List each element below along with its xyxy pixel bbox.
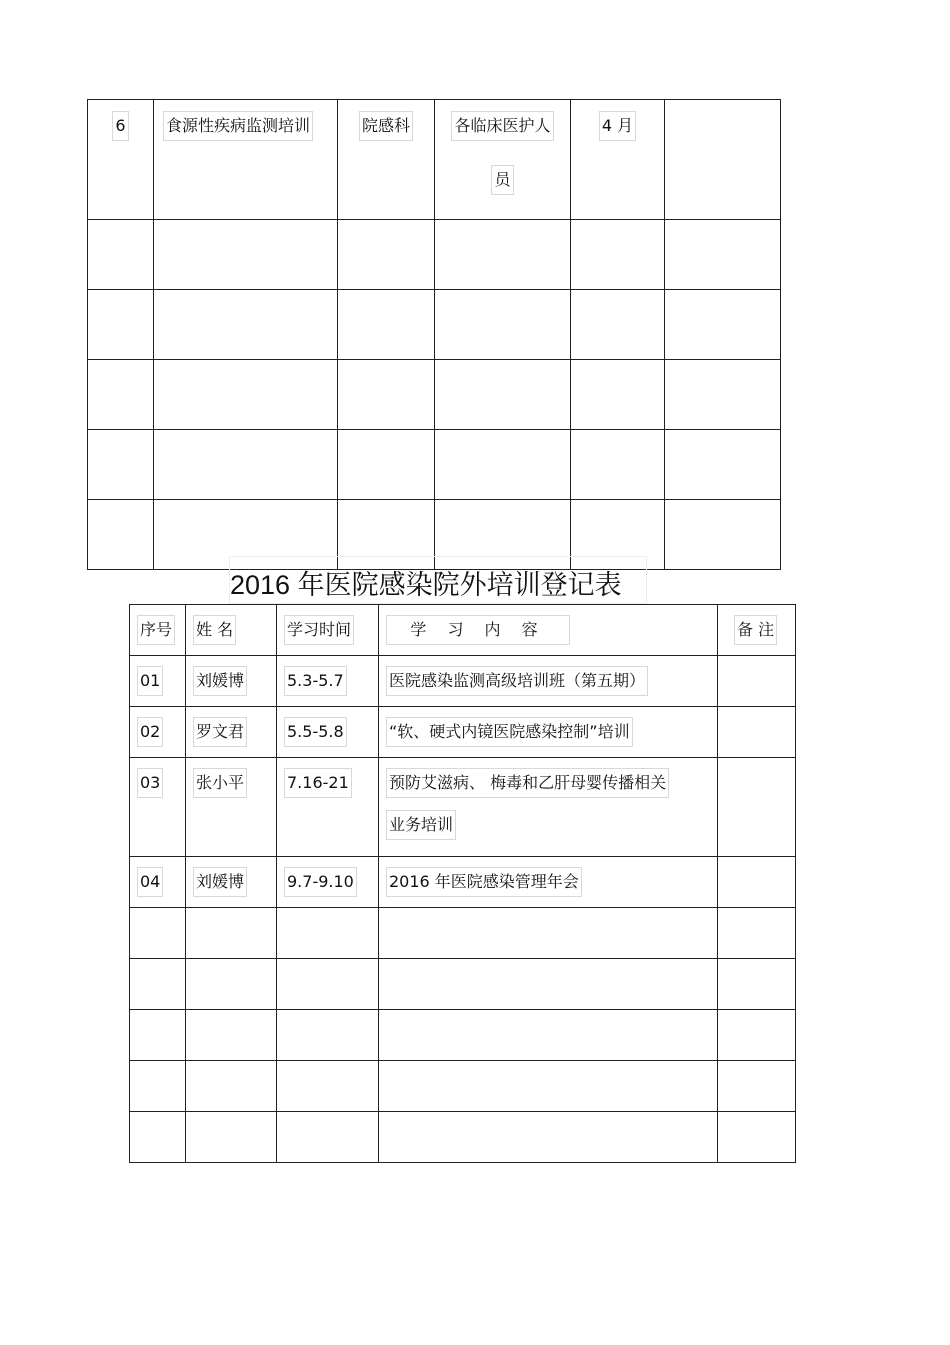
- header-content: 学 习 内 容: [379, 605, 718, 656]
- header-remark: 备 注: [718, 605, 796, 656]
- header-name: 姓 名: [186, 605, 277, 656]
- header-time: 学习时间: [277, 605, 379, 656]
- table-row: [88, 290, 781, 360]
- table-header-row: [130, 605, 796, 656]
- table-row: 02 罗文君 5.5-5.8 “软、硬式内镜医院感染控制”培训: [130, 707, 796, 758]
- header-no: 序号: [130, 605, 186, 656]
- cell-audience: 各临床医护人 员: [435, 100, 571, 220]
- table-row: [88, 360, 781, 430]
- table-row: 01 刘媛博 5.3-5.7 医院感染监测高级培训班（第五期）: [130, 656, 796, 707]
- cell-course: 食源性疾病监测培训: [154, 100, 338, 220]
- table-row: [130, 1061, 796, 1112]
- table-row: [88, 220, 781, 290]
- table-row: [130, 908, 796, 959]
- table-row: [130, 1112, 796, 1163]
- cell-remark: [665, 100, 781, 220]
- external-training-register-table: [129, 604, 796, 1163]
- cell-time: 4 月: [571, 100, 665, 220]
- table-row: [88, 100, 781, 220]
- table-row: [130, 1010, 796, 1061]
- cell-no: 6: [88, 100, 154, 220]
- training-plan-table: [87, 99, 781, 570]
- table-row: 04 刘媛博 9.7-9.10 2016 年医院感染管理年会: [130, 857, 796, 908]
- page-title: 2016 年医院感染院外培训登记表: [229, 556, 647, 604]
- table-row: [88, 430, 781, 500]
- table-row: 03 张小平 7.16-21 预防艾滋病、 梅毒和乙肝母婴传播相关 业务培训: [130, 758, 796, 857]
- table-row: [130, 959, 796, 1010]
- cell-organizer: 院感科: [338, 100, 435, 220]
